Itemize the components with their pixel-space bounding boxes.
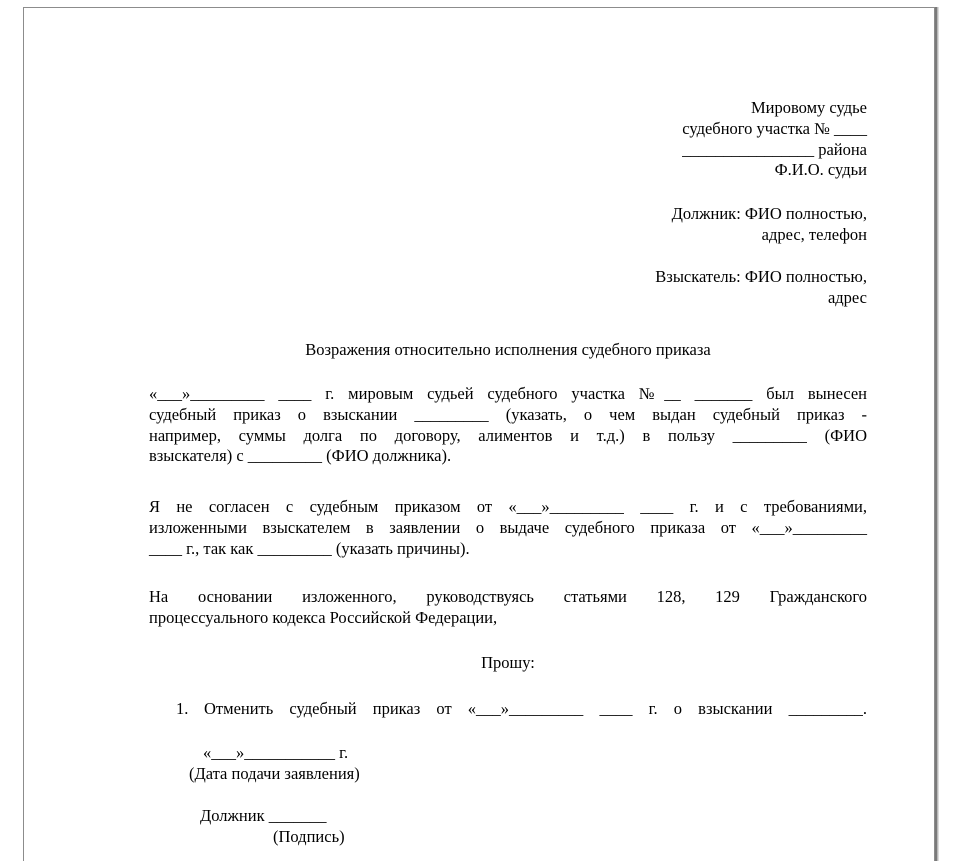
judge-line-district: судебного участка № ____ — [682, 118, 867, 138]
claimant-line-address: адрес — [827, 287, 867, 307]
debtor-line-name: Должник: ФИО полностью, — [671, 204, 867, 223]
paragraph2-line2: изложенными взыскателем в заявлении о выдаче судебного приказа от «___»_________ — [149, 517, 867, 537]
claimant-block — [584, 267, 867, 309]
debtor-line-address: адрес, телефон — [761, 224, 867, 244]
debtor-block — [584, 204, 867, 246]
request-heading: Прошу: — [481, 653, 535, 672]
paragraph2-line3: ____ г., так как _________ (указать причины). — [149, 538, 470, 558]
paragraph-disagreement — [149, 497, 867, 559]
request-item-text — [204, 699, 867, 720]
paragraph1-line3: например, суммы долга по договору, алиментов и т.д.) в пользу _________ (ФИО — [149, 425, 867, 445]
request-item-number: 1. — [176, 699, 189, 718]
judge-line-name: Ф.И.О. судьи — [774, 160, 867, 180]
document-title: Возражения относительно исполнения судебного приказа — [305, 340, 711, 359]
document-page — [23, 7, 935, 861]
paragraph2-line1: Я не согласен с судебным приказом от «___»_________ ____ г. и с требованиями, — [149, 497, 867, 516]
judge-line-region: ________________ района — [682, 139, 867, 159]
filing-date-caption: (Дата подачи заявления) — [189, 764, 360, 783]
filing-date-line: «___»___________ г. — [203, 743, 349, 762]
judge-addressee-block — [584, 98, 867, 181]
paragraph-order-issued — [149, 384, 867, 467]
claimant-line-name: Взыскатель: ФИО полностью, — [655, 267, 867, 286]
paragraph1-line2: судебный приказ о взыскании _________ (указать, о чем выдан судебный приказ - — [149, 404, 867, 424]
paragraph1-line4: взыскателя) с _________ (ФИО должника). — [149, 446, 452, 466]
debtor-signature-line: Должник _______ — [200, 806, 327, 825]
paragraph1-line1: «___»_________ ____ г. мировым судьей судебного участка №__ _______ был вынесен — [149, 384, 867, 403]
signature-caption: (Подпись) — [273, 827, 345, 846]
paragraph3-line1: На основании изложенного, руководствуясь статьями 128, 129 Гражданского — [149, 587, 867, 606]
request-item-line: Отменить судебный приказ от «___»_________ ____ г. о взыскании _________. — [204, 699, 867, 718]
paragraph-legal-basis — [149, 587, 867, 629]
paragraph3-line2: процессуального кодекса Российской Федерации, — [149, 607, 498, 627]
judge-line-title: Мировому судье — [751, 98, 867, 117]
